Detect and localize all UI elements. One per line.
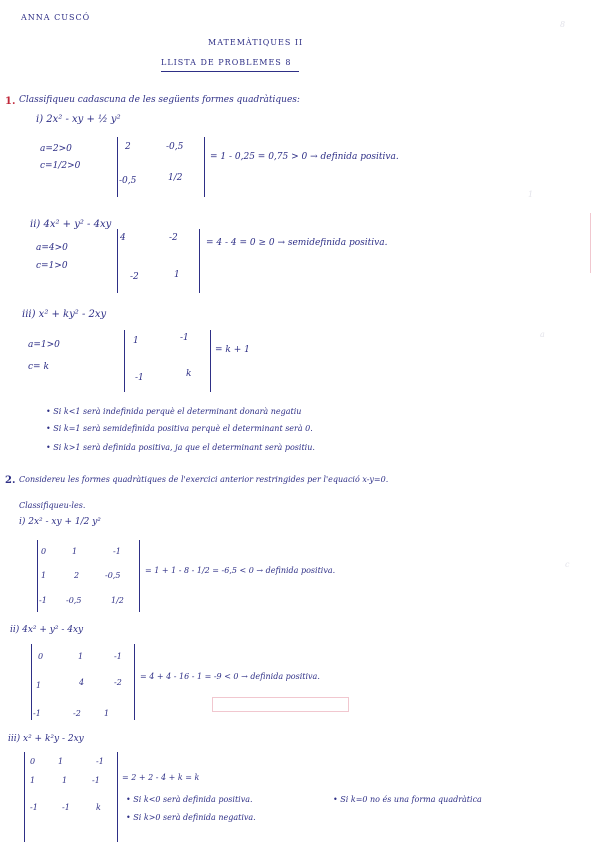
determinant-result: = 1 + 1 - 8 - 1/2 = -6,5 < 0 → definida positiva. bbox=[145, 566, 336, 575]
case-note: • Si k=0 no és una forma quadràtica bbox=[333, 795, 482, 804]
problem-1-statement: Classifiqueu cadascuna de les següents formes quadràtiques: bbox=[19, 95, 300, 105]
matrix-cell: -2 bbox=[73, 709, 81, 718]
determinant-bar-left bbox=[24, 752, 25, 842]
matrix-cell: -1 bbox=[135, 373, 144, 383]
bleed-through-text: 8 bbox=[560, 20, 566, 29]
problem-1-i-cond-c: c=1/2>0 bbox=[40, 161, 81, 171]
matrix-cell: 2 bbox=[125, 142, 131, 152]
problem-1-iii-cond-a: a=1>0 bbox=[28, 340, 60, 350]
determinant-result: = 4 - 4 = 0 ≥ 0 → semidefinida positiva. bbox=[206, 238, 388, 248]
matrix-cell: -1 bbox=[39, 596, 47, 605]
matrix-cell: -2 bbox=[169, 233, 178, 243]
matrix-cell: 1 bbox=[78, 652, 84, 661]
matrix-cell: -2 bbox=[114, 678, 122, 687]
matrix-cell: -1 bbox=[33, 709, 41, 718]
matrix-cell: -1 bbox=[92, 776, 100, 785]
matrix-cell: -1 bbox=[30, 803, 38, 812]
matrix-cell: k bbox=[186, 369, 192, 379]
problem-1-ii-cond-a: a=4>0 bbox=[36, 243, 68, 253]
case-bullet: • Si k<0 serà definida positiva. bbox=[126, 795, 253, 804]
determinant-bar-right bbox=[117, 752, 118, 842]
list-title-underline bbox=[161, 71, 299, 72]
matrix-cell: 1 bbox=[174, 270, 180, 280]
matrix-cell: 1/2 bbox=[111, 596, 124, 605]
matrix-cell: -0,5 bbox=[166, 142, 184, 152]
course-title: MATEMÀTIQUES II bbox=[208, 38, 304, 47]
determinant-bar-left bbox=[37, 540, 38, 612]
bleed-through-text: 1 bbox=[528, 190, 534, 199]
determinant-bar-right bbox=[204, 137, 205, 197]
matrix-cell: 2 bbox=[74, 571, 80, 580]
matrix-cell: -0,5 bbox=[105, 571, 121, 580]
matrix-cell: -0,5 bbox=[66, 596, 82, 605]
margin-mark bbox=[590, 213, 591, 273]
determinant-bar-left bbox=[117, 229, 118, 293]
matrix-cell: 0 bbox=[30, 757, 36, 766]
matrix-cell: -1 bbox=[180, 333, 189, 343]
matrix-cell: 0 bbox=[38, 652, 44, 661]
matrix-cell: 1 bbox=[36, 681, 42, 690]
problem-1-i-cond-a: a=2>0 bbox=[40, 144, 72, 154]
matrix-cell: 1/2 bbox=[168, 173, 183, 183]
determinant-bar-left bbox=[117, 137, 118, 197]
problem-2-number: 2. bbox=[5, 475, 16, 486]
case-bullet: • Si k=1 serà semidefinida positiva perquè el determinant serà 0. bbox=[46, 424, 313, 433]
matrix-cell: -1 bbox=[62, 803, 70, 812]
matrix-cell: 1 bbox=[72, 547, 78, 556]
problem-2-statement-cont: Classifiqueu-les. bbox=[19, 501, 86, 510]
matrix-cell: 0 bbox=[41, 547, 47, 556]
matrix-cell: -1 bbox=[114, 652, 122, 661]
problem-1-i-label: i) 2x² - xy + ½ y² bbox=[36, 114, 121, 125]
matrix-cell: 1 bbox=[133, 336, 139, 346]
problem-2-ii-label: ii) 4x² + y² - 4xy bbox=[10, 625, 84, 635]
list-title: LLISTA DE PROBLEMES 8 bbox=[161, 58, 292, 67]
problem-1-number: 1. bbox=[5, 96, 16, 107]
matrix-cell: 1 bbox=[62, 776, 68, 785]
eraser-mark bbox=[212, 697, 349, 712]
determinant-bar-left bbox=[124, 330, 125, 392]
matrix-cell: 4 bbox=[120, 233, 126, 243]
problem-2-iii-label: iii) x² + k²y - 2xy bbox=[8, 734, 84, 744]
determinant-result: = k + 1 bbox=[215, 345, 250, 355]
problem-1-iii-label: iii) x² + ky² - 2xy bbox=[22, 309, 107, 320]
case-bullet: • Si k>1 serà definida positiva, ja que el determinant serà positiu. bbox=[46, 443, 315, 452]
determinant-bar-right bbox=[199, 229, 200, 293]
author-name: ANNA CUSCÓ bbox=[21, 13, 91, 22]
determinant-bar-right bbox=[210, 330, 211, 392]
matrix-cell: 1 bbox=[104, 709, 110, 718]
problem-2-statement: Considereu les formes quadràtiques de l'exercici anterior restringides per l'equació x-y=0. bbox=[19, 475, 389, 484]
matrix-cell: 1 bbox=[58, 757, 64, 766]
problem-1-ii-cond-c: c=1>0 bbox=[36, 261, 68, 271]
problem-2-i-label: i) 2x² - xy + 1/2 y² bbox=[19, 517, 101, 527]
matrix-cell: -2 bbox=[130, 272, 139, 282]
determinant-bar-left bbox=[31, 644, 32, 720]
matrix-cell: 1 bbox=[30, 776, 36, 785]
determinant-result: = 4 + 4 - 16 - 1 = -9 < 0 → definida positiva. bbox=[140, 672, 320, 681]
bleed-through-text: a bbox=[540, 330, 545, 339]
problem-1-iii-cond-c: c= k bbox=[28, 362, 49, 372]
problem-1-ii-label: ii) 4x² + y² - 4xy bbox=[30, 219, 112, 230]
matrix-cell: -1 bbox=[96, 757, 104, 766]
determinant-bar-right bbox=[134, 644, 135, 720]
determinant-bar-right bbox=[139, 540, 140, 612]
matrix-cell: -0,5 bbox=[119, 176, 137, 186]
matrix-cell: 1 bbox=[41, 571, 47, 580]
determinant-result: = 1 - 0,25 = 0,75 > 0 → definida positiva. bbox=[210, 152, 399, 162]
matrix-cell: -1 bbox=[113, 547, 121, 556]
case-bullet: • Si k>0 serà definida negativa. bbox=[126, 813, 256, 822]
matrix-cell: 4 bbox=[79, 678, 85, 687]
determinant-result: = 2 + 2 - 4 + k = k bbox=[122, 773, 200, 782]
case-bullet: • Si k<1 serà indefinida perquè el determinant donarà negatiu bbox=[46, 407, 302, 416]
matrix-cell: k bbox=[96, 803, 101, 812]
bleed-through-text: c bbox=[565, 560, 570, 569]
